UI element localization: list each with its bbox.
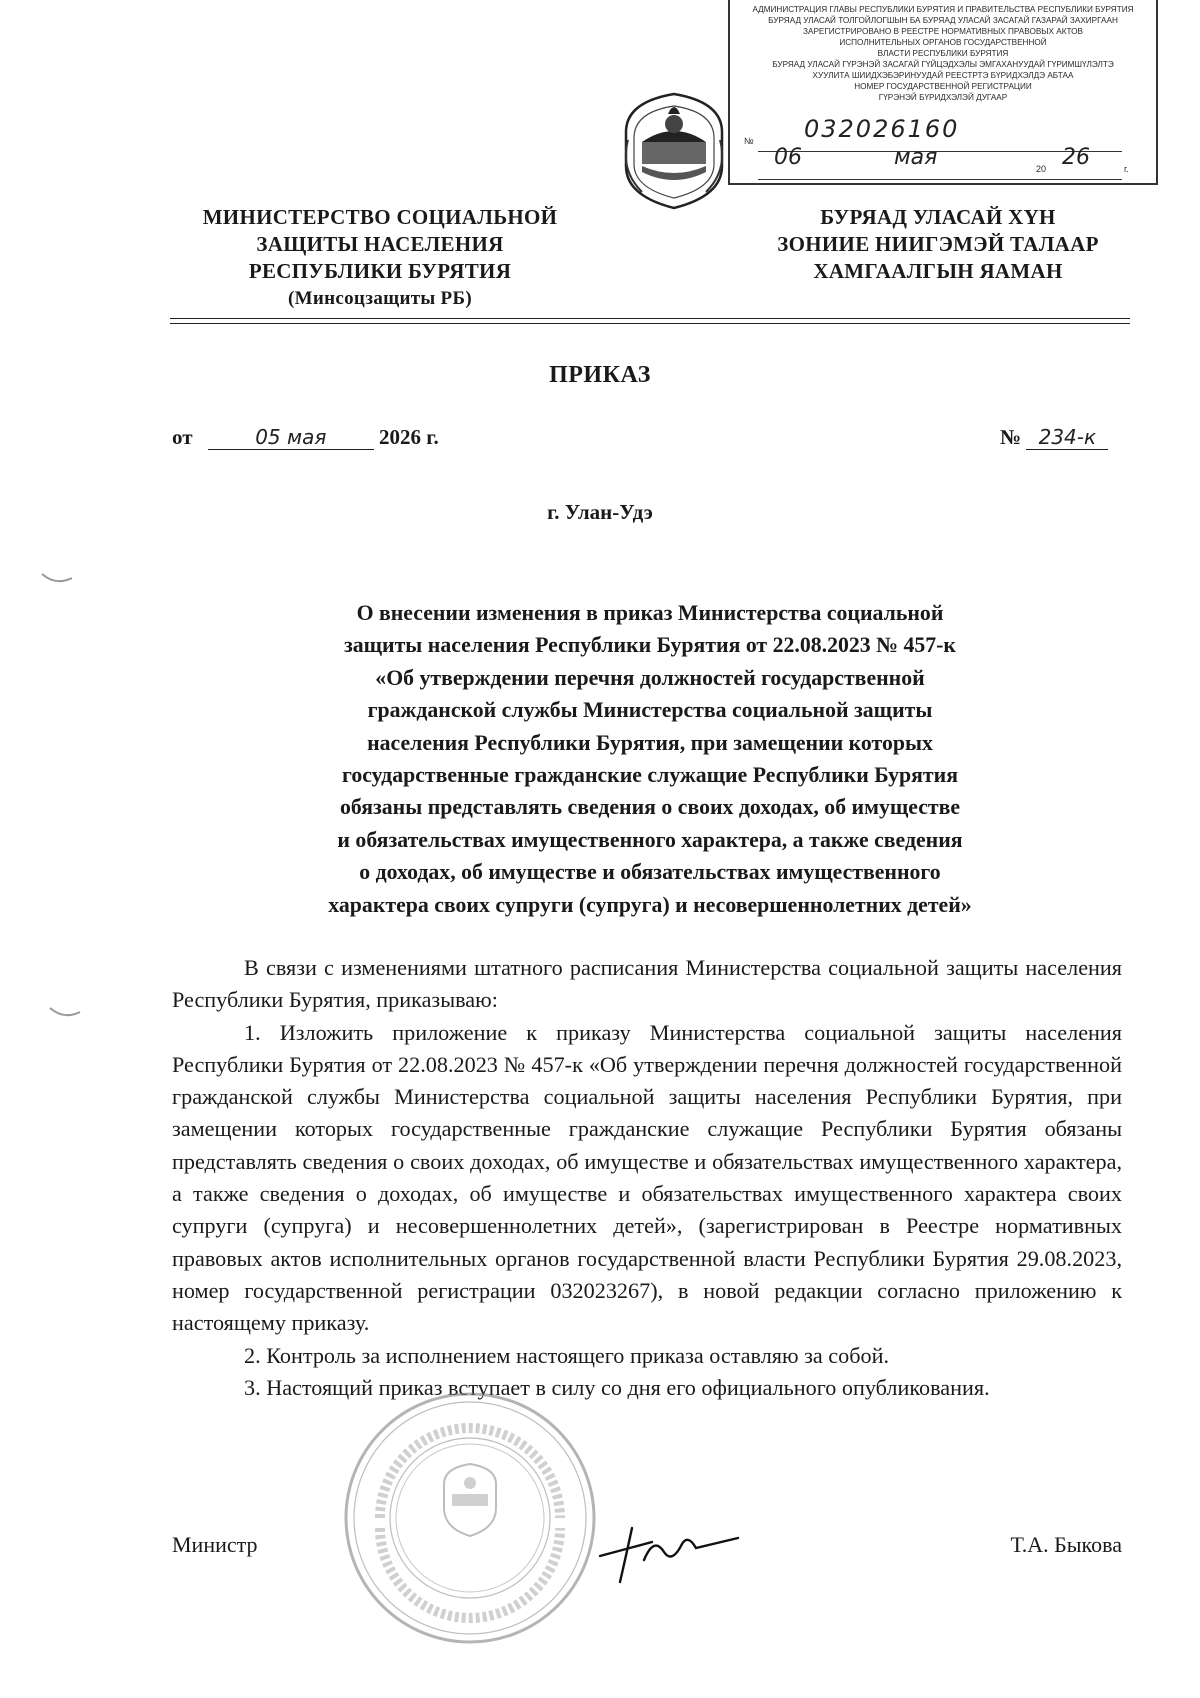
ministry-name-ru xyxy=(170,204,590,312)
header-divider-thin xyxy=(170,323,1130,324)
title-line: обязаны представлять сведения о своих доходах, об имуществе xyxy=(339,795,961,820)
city: г. Улан-Удэ xyxy=(547,500,653,524)
date-handwritten: 05 мая xyxy=(255,425,327,449)
scan-artifact xyxy=(48,1004,82,1024)
title-line: «Об утверждении перечня должностей государственной xyxy=(375,665,925,690)
date-prefix: от xyxy=(172,425,193,449)
title-line: о доходах, об имуществе и обязательствах имущественного xyxy=(359,860,941,885)
title-line: О внесении изменения в приказ Министерства социальной xyxy=(356,601,944,625)
scan-artifact xyxy=(40,570,74,590)
stamp-line: ГҮРЭНЭЙ БҮРИДХЭЛЭЙ ДУГААР xyxy=(878,93,1008,102)
stamp-line: ИСПОЛНИТЕЛЬНЫХ ОРГАНОВ ГОСУДАРСТВЕННОЙ xyxy=(839,38,1047,47)
document-body xyxy=(172,952,1122,1404)
number-handwritten: 234-к xyxy=(1038,425,1097,449)
ministry-abbreviation: (Минсоцзащиты РБ) xyxy=(288,288,472,309)
body-paragraph: 2. Контроль за исполнением настоящего приказа оставляю за собой. xyxy=(244,1342,890,1368)
header-divider xyxy=(170,318,1130,319)
date-year: 2026 г. xyxy=(379,425,439,449)
ministry-name-line: МИНИСТЕРСТВО СОЦИАЛЬНОЙ xyxy=(202,205,558,229)
stamp-line: БУРЯАД УЛАСАЙ ГҮРЭНЭЙ ЗАСАГАЙ ГҮЙЦЭДХЭЛЫ ЭМГАХАНУУДАЙ ГҮРИМШҮЛЭЛТЭ xyxy=(772,60,1114,69)
stamp-line: НОМЕР ГОСУДАРСТВЕННОЙ РЕГИСТРАЦИИ xyxy=(854,82,1032,91)
body-paragraph: 3. Настоящий приказ вступает в силу со дня его официального опубликования. xyxy=(244,1374,990,1400)
registration-date-row xyxy=(744,145,1142,180)
registration-year-prefix: 20 xyxy=(1036,164,1047,174)
ministry-name-line: ЗАЩИТЫ НАСЕЛЕНИЯ xyxy=(256,232,504,256)
signer-name: Т.А. Быкова xyxy=(1010,1532,1122,1557)
title-line: характера своих супруги (супруга) и несовершеннолетних детей» xyxy=(328,892,972,917)
stamp-line: ХУУЛИТА ШИИДХЭБЭРИНУУДАЙ РЕЕСТРТЭ БҮРИДХЭЛДЭ АБТАА xyxy=(812,71,1074,80)
body-paragraph: 1. Изложить приложение к приказу Министерства социальной защиты населения Республики Бурятия от 22.08.2023 № 457-к «Об утверждении перечня должностей государственной гражданской службы Министерства социальной защиты населения Республики Бурятия, при замещении которых государственные гражданские служащие Республики Бурятия обязаны представлять сведения о своих доходах, об имуществе и обязательствах имущественного характера, а также сведения о доходах, об имуществе и обязательствах имущественного характера своих супруги (супруга) и несовершеннолетних детей», (зарегистрирован в Реестре нормативных правовых актов исполнительных органов государственной власти Республики Бурятия 29.08.2023, номер государственной регистрации 032023267), в новой редакции согласно приложению к настоящему приказу. xyxy=(172,1019,1122,1336)
registration-month: мая xyxy=(894,145,938,170)
title-line: государственные гражданские служащие Республики Бурятия xyxy=(342,763,958,788)
signer-position: Министр xyxy=(172,1532,258,1557)
ministry-name-line: БУРЯАД УЛАСАЙ ХҮН xyxy=(820,205,1056,229)
document-title xyxy=(200,597,1100,921)
ministry-name-line: ЗОНИИЕ НИИГЭМЭЙ ТАЛААР xyxy=(777,232,1099,256)
title-line: гражданской службы Министерства социальной защиты xyxy=(367,698,933,723)
stamp-line: ЗАРЕГИСТРИРОВАНО В РЕЕСТРЕ НОРМАТИВНЫХ ПРАВОВЫХ АКТОВ xyxy=(803,27,1083,36)
title-line: защиты населения Республики Бурятия от 22.08.2023 № 457-к xyxy=(343,633,956,658)
ministry-name-line: ХАМГААЛГЫН ЯАМАН xyxy=(813,259,1063,283)
official-seal xyxy=(340,1388,600,1648)
handwritten-signature xyxy=(592,1516,742,1586)
body-paragraph: В связи с изменениями штатного расписания Министерства социальной защиты населения Республики Бурятия, приказываю: xyxy=(172,955,1122,1013)
document-type: ПРИКАЗ xyxy=(549,362,651,388)
document-date xyxy=(172,425,439,450)
registration-year-suffix: 26 xyxy=(1062,145,1090,170)
title-line: и обязательствах имущественного характера, а также сведения xyxy=(337,827,963,852)
registration-year-unit: г. xyxy=(1124,164,1129,174)
stamp-line: БУРЯАД УЛАСАЙ ТОЛГОЙЛОГШЫН БА БУРЯАД УЛАСАЙ ЗАСАГАЙ ГАЗАРАЙ ЗАХИРГААН xyxy=(768,16,1118,25)
number-prefix: № xyxy=(1000,425,1022,449)
registration-number: 032026160 xyxy=(804,115,960,143)
title-line: населения Республики Бурятия, при замещении которых xyxy=(367,730,933,755)
number-sign: № xyxy=(744,136,754,146)
registration-stamp xyxy=(728,0,1158,185)
stamp-line: АДМИНИСТРАЦИЯ ГЛАВЫ РЕСПУБЛИКИ БУРЯТИЯ И ПРАВИТЕЛЬСТВА РЕСПУБЛИКИ БУРЯТИЯ xyxy=(752,5,1134,14)
stamp-line: ВЛАСТИ РЕСПУБЛИКИ БУРЯТИЯ xyxy=(877,49,1009,58)
coat-of-arms-emblem xyxy=(612,80,736,214)
document-number xyxy=(1000,425,1108,450)
ministry-name-line: РЕСПУБЛИКИ БУРЯТИЯ xyxy=(248,259,512,283)
registration-day: 06 xyxy=(774,145,802,170)
ministry-name-buryat xyxy=(748,204,1128,285)
